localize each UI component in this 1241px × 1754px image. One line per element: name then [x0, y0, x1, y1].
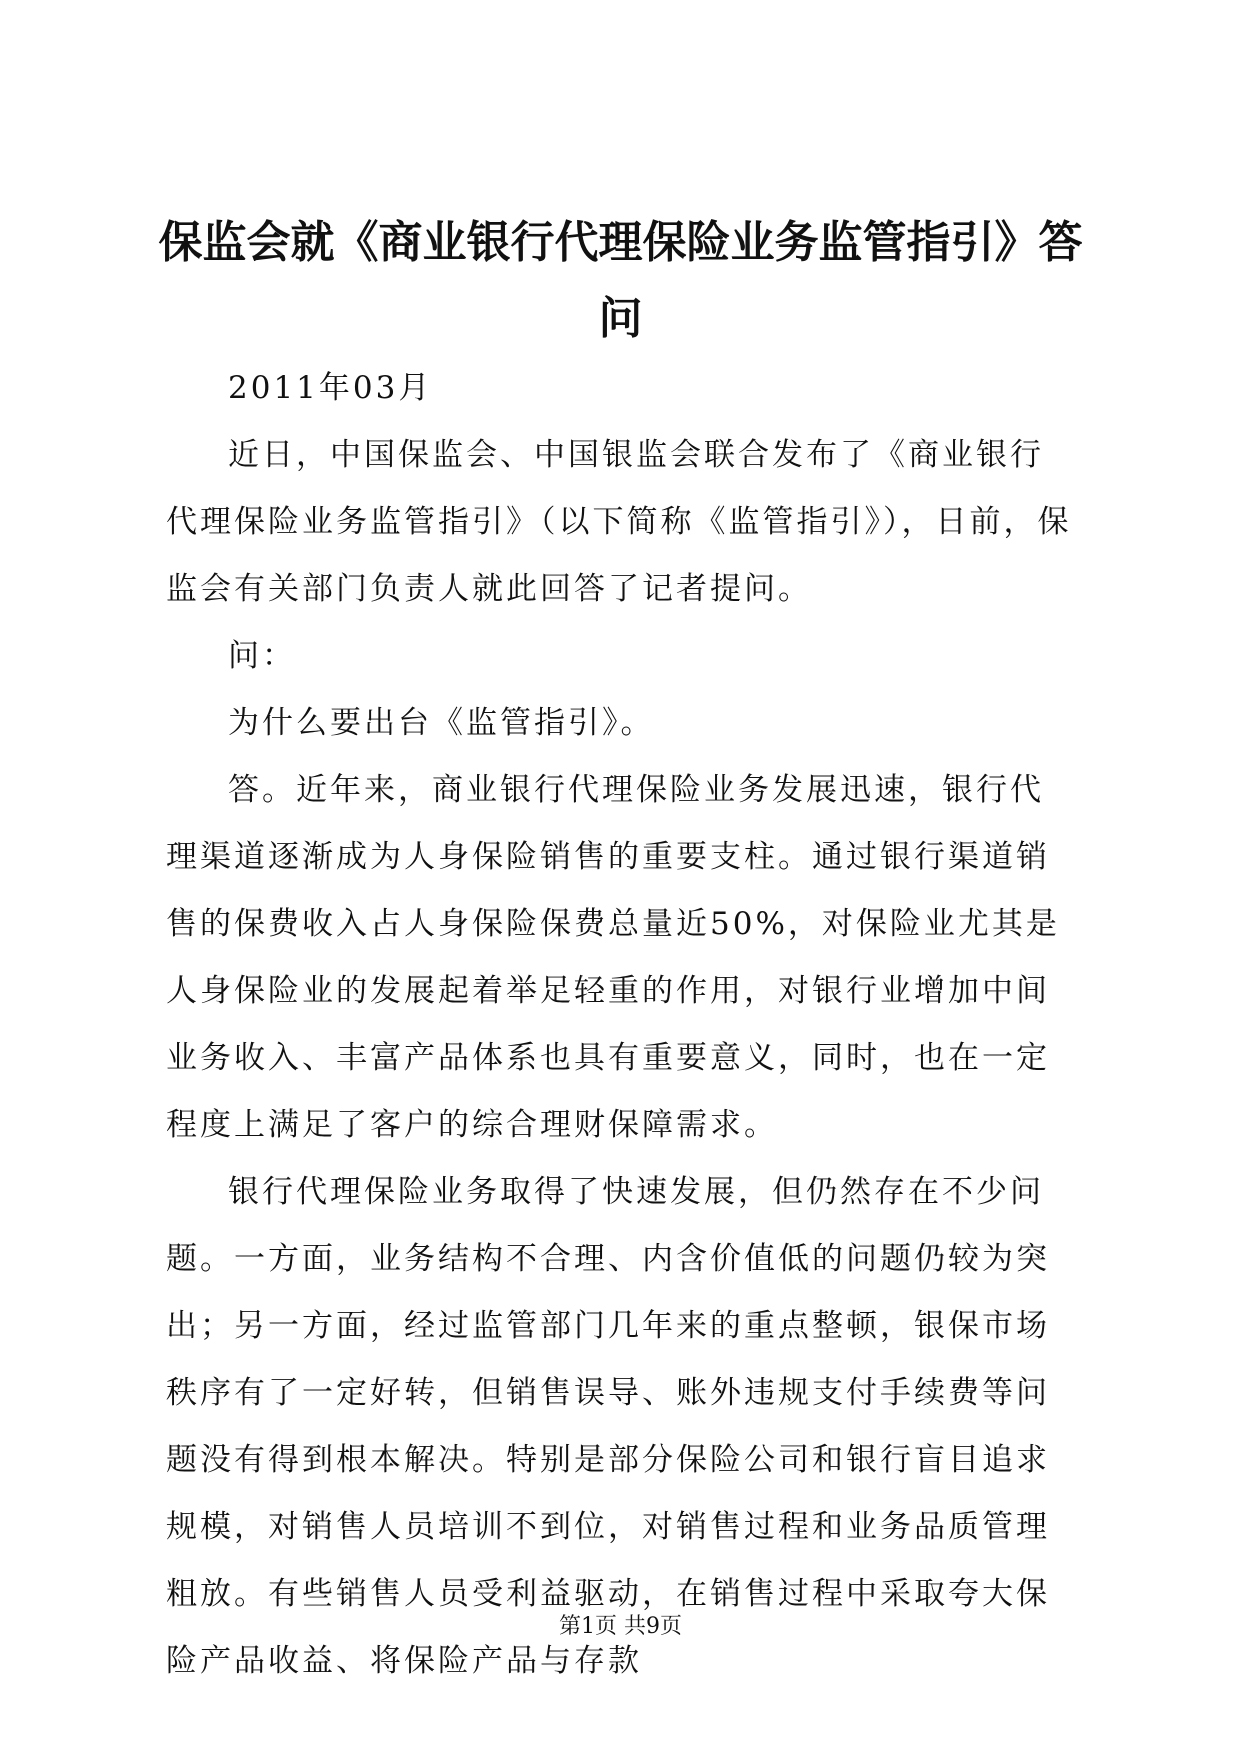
page-number-footer: 第1页 共9页	[559, 1614, 682, 1639]
intro-paragraph: 近日，中国保监会、中国银监会联合发布了《商业银行代理保险业务监管指引》（以下简称《监管指引》），日前，保监会有关部门负责人就此回答了记者提问。	[166, 437, 1072, 607]
document-body	[166, 355, 1076, 1695]
answer-paragraph: 答。近年来，商业银行代理保险业务发展迅速，银行代理渠道逐渐成为人身保险销售的重要支柱。通过银行渠道销售的保费收入占人身保险保费总量近50%，对保险业尤其是人身保险业的发展起着举足轻重的作用，对银行业增加中间业务收入、丰富产品体系也具有重要意义，同时，也在一定程度上满足了客户的综合理财保障需求。	[166, 772, 1060, 1143]
date-paragraph: 2011年03月	[228, 370, 433, 406]
document-title: 保监会就《商业银行代理保险业务监管指引》答问	[158, 217, 1083, 344]
question-label: 问：	[228, 638, 296, 674]
question-paragraph: 为什么要出台《监管指引》。	[228, 705, 655, 741]
problem-paragraph: 银行代理保险业务取得了快速发展，但仍然存在不少问题。一方面，业务结构不合理、内含价值低的问题仍较为突出；另一方面，经过监管部门几年来的重点整顿，银保市场秩序有了一定好转，但销售误导、账外违规支付手续费等问题没有得到根本解决。特别是部分保险公司和银行盲目追求规模，对销售人员培训不到位，对销售过程和业务品质管理粗放。有些销售人员受利益驱动，在销售过程中采取夸大保险产品收益、将保险产品与存款	[166, 1174, 1050, 1679]
